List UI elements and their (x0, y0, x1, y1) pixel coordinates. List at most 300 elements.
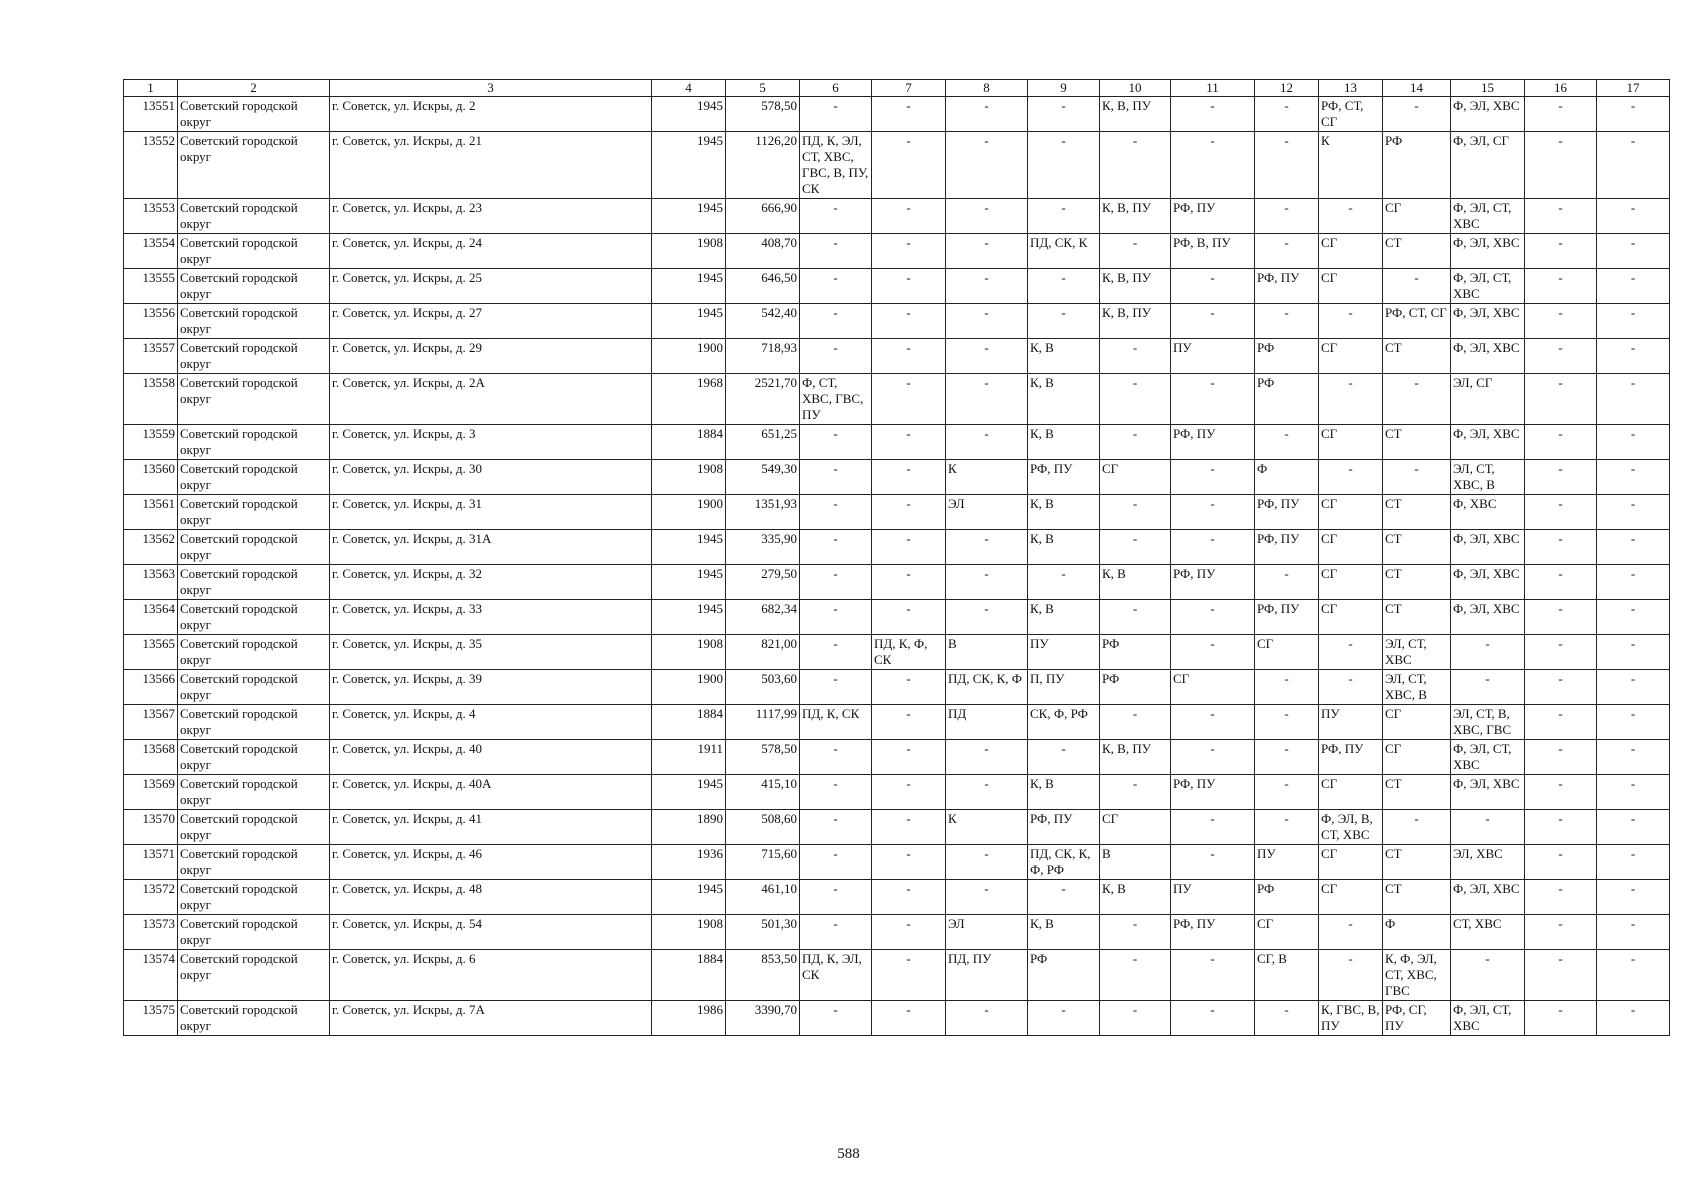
cell-col-10: - (1100, 234, 1171, 269)
cell-col-10: К, В, ПУ (1100, 304, 1171, 339)
cell-col-14: Ф (1383, 915, 1451, 950)
table-row (124, 460, 1670, 495)
cell-col-7: - (872, 1001, 946, 1036)
cell-area: 1351,93 (726, 495, 800, 530)
cell-col-7: - (872, 339, 946, 374)
cell-col-11: - (1171, 269, 1255, 304)
cell-col-14: - (1383, 269, 1451, 304)
cell-col-17: - (1597, 374, 1670, 425)
cell-area: 549,30 (726, 460, 800, 495)
cell-col-12: - (1255, 132, 1319, 199)
cell-col-17: - (1597, 132, 1670, 199)
cell-col-14: - (1383, 97, 1451, 132)
cell-col-8: К (946, 810, 1028, 845)
cell-area: 578,50 (726, 740, 800, 775)
cell-municipality: Советский городской округ (178, 374, 330, 425)
cell-municipality: Советский городской округ (178, 339, 330, 374)
cell-area: 666,90 (726, 199, 800, 234)
cell-year-built: 1945 (652, 132, 726, 199)
cell-col-10: - (1100, 1001, 1171, 1036)
cell-year-built: 1900 (652, 670, 726, 705)
cell-year-built: 1900 (652, 339, 726, 374)
cell-address: г. Советск, ул. Искры, д. 40А (330, 775, 652, 810)
cell-col-9: К, В (1028, 775, 1100, 810)
cell-col-17: - (1597, 199, 1670, 234)
cell-col-12: - (1255, 565, 1319, 600)
cell-address: г. Советск, ул. Искры, д. 31 (330, 495, 652, 530)
cell-row-number: 13568 (124, 740, 178, 775)
cell-col-12: - (1255, 670, 1319, 705)
cell-address: г. Советск, ул. Искры, д. 7А (330, 1001, 652, 1036)
cell-col-14: СТ (1383, 530, 1451, 565)
cell-col-9: РФ, ПУ (1028, 810, 1100, 845)
cell-col-9: - (1028, 565, 1100, 600)
cell-year-built: 1900 (652, 495, 726, 530)
cell-municipality: Советский городской округ (178, 670, 330, 705)
cell-area: 415,10 (726, 775, 800, 810)
cell-col-13: СГ (1319, 269, 1383, 304)
cell-col-9: К, В (1028, 374, 1100, 425)
table-row (124, 530, 1670, 565)
cell-year-built: 1911 (652, 740, 726, 775)
cell-area: 1117,99 (726, 705, 800, 740)
cell-col-8: - (946, 304, 1028, 339)
cell-address: г. Советск, ул. Искры, д. 48 (330, 880, 652, 915)
cell-col-13: РФ, СТ, СГ (1319, 97, 1383, 132)
cell-col-6: - (800, 97, 872, 132)
cell-col-16: - (1525, 880, 1597, 915)
cell-col-14: СТ (1383, 565, 1451, 600)
cell-col-8: ПД (946, 705, 1028, 740)
cell-year-built: 1945 (652, 565, 726, 600)
cell-col-17: - (1597, 269, 1670, 304)
cell-municipality: Советский городской округ (178, 304, 330, 339)
cell-col-9: К, В (1028, 339, 1100, 374)
cell-col-17: - (1597, 810, 1670, 845)
cell-col-12: - (1255, 234, 1319, 269)
table-row (124, 705, 1670, 740)
column-header-5: 5 (726, 80, 800, 97)
table-row (124, 775, 1670, 810)
cell-col-15: ЭЛ, ХВС (1451, 845, 1525, 880)
cell-col-7: - (872, 304, 946, 339)
cell-col-15: Ф, ЭЛ, ХВС (1451, 234, 1525, 269)
cell-col-10: РФ (1100, 635, 1171, 670)
cell-address: г. Советск, ул. Искры, д. 35 (330, 635, 652, 670)
cell-municipality: Советский городской округ (178, 425, 330, 460)
cell-area: 646,50 (726, 269, 800, 304)
cell-col-16: - (1525, 565, 1597, 600)
cell-col-14: РФ, СТ, СГ (1383, 304, 1451, 339)
cell-col-13: Ф, ЭЛ, В, СТ, ХВС (1319, 810, 1383, 845)
cell-col-9: - (1028, 132, 1100, 199)
cell-col-16: - (1525, 460, 1597, 495)
cell-municipality: Советский городской округ (178, 530, 330, 565)
cell-row-number: 13567 (124, 705, 178, 740)
cell-col-15: Ф, ЭЛ, СТ, ХВС (1451, 269, 1525, 304)
cell-year-built: 1890 (652, 810, 726, 845)
cell-col-9: - (1028, 199, 1100, 234)
cell-col-15: ЭЛ, СТ, ХВС, В (1451, 460, 1525, 495)
cell-year-built: 1908 (652, 635, 726, 670)
table-body (124, 97, 1670, 1036)
cell-col-14: - (1383, 374, 1451, 425)
cell-col-13: СГ (1319, 600, 1383, 635)
cell-municipality: Советский городской округ (178, 600, 330, 635)
cell-col-12: СГ (1255, 635, 1319, 670)
cell-col-8: ЭЛ (946, 915, 1028, 950)
cell-col-17: - (1597, 234, 1670, 269)
column-header-9: 9 (1028, 80, 1100, 97)
cell-row-number: 13572 (124, 880, 178, 915)
cell-col-10: - (1100, 495, 1171, 530)
cell-year-built: 1945 (652, 600, 726, 635)
cell-col-8: - (946, 425, 1028, 460)
cell-col-9: - (1028, 304, 1100, 339)
cell-col-13: ПУ (1319, 705, 1383, 740)
cell-municipality: Советский городской округ (178, 845, 330, 880)
cell-col-16: - (1525, 950, 1597, 1001)
cell-municipality: Советский городской округ (178, 880, 330, 915)
cell-col-14: - (1383, 810, 1451, 845)
cell-col-13: СГ (1319, 495, 1383, 530)
cell-col-13: СГ (1319, 775, 1383, 810)
cell-col-16: - (1525, 132, 1597, 199)
cell-col-10: СГ (1100, 810, 1171, 845)
column-header-14: 14 (1383, 80, 1451, 97)
cell-col-9: - (1028, 97, 1100, 132)
cell-address: г. Советск, ул. Искры, д. 6 (330, 950, 652, 1001)
cell-col-13: СГ (1319, 234, 1383, 269)
cell-col-11: - (1171, 304, 1255, 339)
cell-col-11: - (1171, 950, 1255, 1001)
cell-row-number: 13558 (124, 374, 178, 425)
cell-row-number: 13563 (124, 565, 178, 600)
cell-col-11: - (1171, 635, 1255, 670)
cell-col-13: - (1319, 950, 1383, 1001)
cell-col-16: - (1525, 705, 1597, 740)
cell-col-15: Ф, ЭЛ, ХВС (1451, 425, 1525, 460)
cell-area: 578,50 (726, 97, 800, 132)
cell-municipality: Советский городской округ (178, 565, 330, 600)
cell-year-built: 1986 (652, 1001, 726, 1036)
cell-col-8: - (946, 1001, 1028, 1036)
cell-row-number: 13560 (124, 460, 178, 495)
cell-col-12: РФ, ПУ (1255, 495, 1319, 530)
cell-col-17: - (1597, 670, 1670, 705)
cell-col-6: - (800, 565, 872, 600)
cell-municipality: Советский городской округ (178, 199, 330, 234)
cell-col-15: - (1451, 670, 1525, 705)
cell-col-10: - (1100, 705, 1171, 740)
cell-col-10: - (1100, 915, 1171, 950)
cell-col-6: - (800, 635, 872, 670)
cell-year-built: 1908 (652, 460, 726, 495)
cell-col-10: - (1100, 530, 1171, 565)
cell-municipality: Советский городской округ (178, 1001, 330, 1036)
cell-area: 508,60 (726, 810, 800, 845)
cell-col-8: - (946, 740, 1028, 775)
cell-col-8: - (946, 600, 1028, 635)
cell-address: г. Советск, ул. Искры, д. 3 (330, 425, 652, 460)
cell-col-6: - (800, 775, 872, 810)
cell-row-number: 13554 (124, 234, 178, 269)
cell-col-11: РФ, В, ПУ (1171, 234, 1255, 269)
table-row (124, 269, 1670, 304)
cell-col-14: СТ (1383, 845, 1451, 880)
cell-area: 542,40 (726, 304, 800, 339)
cell-col-17: - (1597, 635, 1670, 670)
cell-year-built: 1908 (652, 915, 726, 950)
cell-col-9: К, В (1028, 915, 1100, 950)
cell-col-6: - (800, 530, 872, 565)
cell-municipality: Советский городской округ (178, 460, 330, 495)
cell-row-number: 13553 (124, 199, 178, 234)
cell-address: г. Советск, ул. Искры, д. 24 (330, 234, 652, 269)
cell-col-14: СТ (1383, 495, 1451, 530)
cell-col-11: - (1171, 495, 1255, 530)
cell-col-7: - (872, 425, 946, 460)
cell-area: 853,50 (726, 950, 800, 1001)
cell-col-17: - (1597, 339, 1670, 374)
cell-row-number: 13555 (124, 269, 178, 304)
table-row (124, 915, 1670, 950)
table-row (124, 740, 1670, 775)
cell-col-10: К, В, ПУ (1100, 269, 1171, 304)
cell-col-8: - (946, 269, 1028, 304)
cell-col-17: - (1597, 775, 1670, 810)
cell-col-15: Ф, ЭЛ, ХВС (1451, 304, 1525, 339)
cell-col-16: - (1525, 304, 1597, 339)
column-header-4: 4 (652, 80, 726, 97)
cell-col-10: В (1100, 845, 1171, 880)
cell-col-10: - (1100, 339, 1171, 374)
cell-address: г. Советск, ул. Искры, д. 25 (330, 269, 652, 304)
cell-col-13: СГ (1319, 530, 1383, 565)
table-row (124, 635, 1670, 670)
cell-col-8: ПД, ПУ (946, 950, 1028, 1001)
cell-col-17: - (1597, 304, 1670, 339)
cell-year-built: 1945 (652, 304, 726, 339)
cell-col-12: РФ, ПУ (1255, 530, 1319, 565)
table-row (124, 810, 1670, 845)
cell-col-7: - (872, 705, 946, 740)
cell-address: г. Советск, ул. Искры, д. 41 (330, 810, 652, 845)
cell-col-9: ПД, СК, К (1028, 234, 1100, 269)
cell-col-7: - (872, 950, 946, 1001)
cell-col-10: - (1100, 950, 1171, 1001)
cell-address: г. Советск, ул. Искры, д. 23 (330, 199, 652, 234)
cell-col-6: - (800, 304, 872, 339)
cell-municipality: Советский городской округ (178, 810, 330, 845)
cell-col-16: - (1525, 374, 1597, 425)
cell-row-number: 13552 (124, 132, 178, 199)
cell-col-9: К, В (1028, 530, 1100, 565)
cell-municipality: Советский городской округ (178, 132, 330, 199)
cell-col-15: Ф, ЭЛ, СТ, ХВС (1451, 1001, 1525, 1036)
cell-col-13: - (1319, 915, 1383, 950)
cell-col-16: - (1525, 915, 1597, 950)
cell-col-11: - (1171, 374, 1255, 425)
cell-col-12: СГ, В (1255, 950, 1319, 1001)
cell-municipality: Советский городской округ (178, 740, 330, 775)
cell-year-built: 1884 (652, 950, 726, 1001)
cell-col-16: - (1525, 97, 1597, 132)
cell-col-10: К, В (1100, 565, 1171, 600)
cell-address: г. Советск, ул. Искры, д. 30 (330, 460, 652, 495)
cell-col-7: - (872, 97, 946, 132)
cell-area: 408,70 (726, 234, 800, 269)
cell-area: 1126,20 (726, 132, 800, 199)
column-header-8: 8 (946, 80, 1028, 97)
cell-address: г. Советск, ул. Искры, д. 46 (330, 845, 652, 880)
cell-col-13: СГ (1319, 339, 1383, 374)
table-row (124, 950, 1670, 1001)
cell-municipality: Советский городской округ (178, 495, 330, 530)
cell-area: 3390,70 (726, 1001, 800, 1036)
cell-col-6: - (800, 670, 872, 705)
cell-year-built: 1908 (652, 234, 726, 269)
cell-col-14: СТ (1383, 600, 1451, 635)
cell-row-number: 13562 (124, 530, 178, 565)
cell-address: г. Советск, ул. Искры, д. 27 (330, 304, 652, 339)
cell-address: г. Советск, ул. Искры, д. 54 (330, 915, 652, 950)
cell-row-number: 13551 (124, 97, 178, 132)
cell-col-8: - (946, 374, 1028, 425)
cell-col-7: - (872, 199, 946, 234)
table-row (124, 495, 1670, 530)
cell-area: 821,00 (726, 635, 800, 670)
column-header-17: 17 (1597, 80, 1670, 97)
cell-col-11: - (1171, 600, 1255, 635)
table-row (124, 600, 1670, 635)
cell-col-17: - (1597, 915, 1670, 950)
cell-col-14: СТ (1383, 339, 1451, 374)
cell-col-11: - (1171, 740, 1255, 775)
cell-col-6: - (800, 810, 872, 845)
cell-col-6: - (800, 425, 872, 460)
cell-col-12: - (1255, 810, 1319, 845)
cell-col-15: Ф, ХВС (1451, 495, 1525, 530)
cell-col-9: - (1028, 880, 1100, 915)
cell-col-6: ПД, К, ЭЛ, СК (800, 950, 872, 1001)
cell-row-number: 13565 (124, 635, 178, 670)
cell-col-8: - (946, 199, 1028, 234)
cell-col-6: - (800, 234, 872, 269)
cell-year-built: 1936 (652, 845, 726, 880)
cell-year-built: 1945 (652, 199, 726, 234)
cell-address: г. Советск, ул. Искры, д. 40 (330, 740, 652, 775)
table-row (124, 1001, 1670, 1036)
cell-col-8: В (946, 635, 1028, 670)
cell-col-16: - (1525, 775, 1597, 810)
cell-col-15: ЭЛ, СГ (1451, 374, 1525, 425)
cell-col-17: - (1597, 565, 1670, 600)
header-row (124, 80, 1670, 97)
cell-municipality: Советский городской округ (178, 915, 330, 950)
cell-area: 461,10 (726, 880, 800, 915)
cell-col-11: РФ, ПУ (1171, 565, 1255, 600)
cell-municipality: Советский городской округ (178, 269, 330, 304)
cell-col-15: ЭЛ, СТ, В, ХВС, ГВС (1451, 705, 1525, 740)
cell-col-11: - (1171, 530, 1255, 565)
cell-col-9: СК, Ф, РФ (1028, 705, 1100, 740)
cell-col-16: - (1525, 425, 1597, 460)
cell-col-11: СГ (1171, 670, 1255, 705)
cell-col-13: СГ (1319, 425, 1383, 460)
cell-col-9: ПД, СК, К, Ф, РФ (1028, 845, 1100, 880)
cell-col-7: - (872, 670, 946, 705)
column-header-1: 1 (124, 80, 178, 97)
table-row (124, 339, 1670, 374)
cell-col-12: РФ (1255, 374, 1319, 425)
cell-col-15: Ф, ЭЛ, ХВС (1451, 565, 1525, 600)
cell-col-7: - (872, 845, 946, 880)
cell-col-6: - (800, 339, 872, 374)
table-row (124, 234, 1670, 269)
cell-col-12: СГ (1255, 915, 1319, 950)
cell-area: 335,90 (726, 530, 800, 565)
cell-col-7: - (872, 810, 946, 845)
cell-col-14: ЭЛ, СТ, ХВС, В (1383, 670, 1451, 705)
cell-col-7: - (872, 740, 946, 775)
cell-year-built: 1945 (652, 269, 726, 304)
column-header-10: 10 (1100, 80, 1171, 97)
cell-row-number: 13573 (124, 915, 178, 950)
cell-address: г. Советск, ул. Искры, д. 2 (330, 97, 652, 132)
table-row (124, 97, 1670, 132)
cell-col-7: - (872, 269, 946, 304)
cell-col-13: - (1319, 304, 1383, 339)
cell-row-number: 13566 (124, 670, 178, 705)
cell-col-11: - (1171, 132, 1255, 199)
cell-row-number: 13574 (124, 950, 178, 1001)
cell-row-number: 13571 (124, 845, 178, 880)
cell-col-6: ПД, К, СК (800, 705, 872, 740)
cell-col-13: РФ, ПУ (1319, 740, 1383, 775)
cell-col-10: - (1100, 600, 1171, 635)
cell-col-13: - (1319, 374, 1383, 425)
cell-municipality: Советский городской округ (178, 950, 330, 1001)
table-row (124, 845, 1670, 880)
cell-col-12: - (1255, 199, 1319, 234)
cell-municipality: Советский городской округ (178, 705, 330, 740)
table-row (124, 565, 1670, 600)
cell-col-6: - (800, 1001, 872, 1036)
cell-address: г. Советск, ул. Искры, д. 32 (330, 565, 652, 600)
column-header-7: 7 (872, 80, 946, 97)
cell-year-built: 1968 (652, 374, 726, 425)
cell-col-10: - (1100, 132, 1171, 199)
cell-year-built: 1945 (652, 530, 726, 565)
cell-col-6: - (800, 495, 872, 530)
cell-col-6: - (800, 880, 872, 915)
cell-area: 651,25 (726, 425, 800, 460)
cell-row-number: 13575 (124, 1001, 178, 1036)
cell-col-11: РФ, ПУ (1171, 199, 1255, 234)
cell-col-6: - (800, 460, 872, 495)
cell-municipality: Советский городской округ (178, 234, 330, 269)
cell-col-17: - (1597, 495, 1670, 530)
cell-col-10: К, В (1100, 880, 1171, 915)
table-row (124, 880, 1670, 915)
cell-year-built: 1945 (652, 775, 726, 810)
cell-col-13: - (1319, 635, 1383, 670)
cell-col-11: - (1171, 705, 1255, 740)
cell-col-15: Ф, ЭЛ, ХВС (1451, 775, 1525, 810)
cell-col-10: К, В, ПУ (1100, 97, 1171, 132)
page-number: 588 (837, 1146, 860, 1162)
